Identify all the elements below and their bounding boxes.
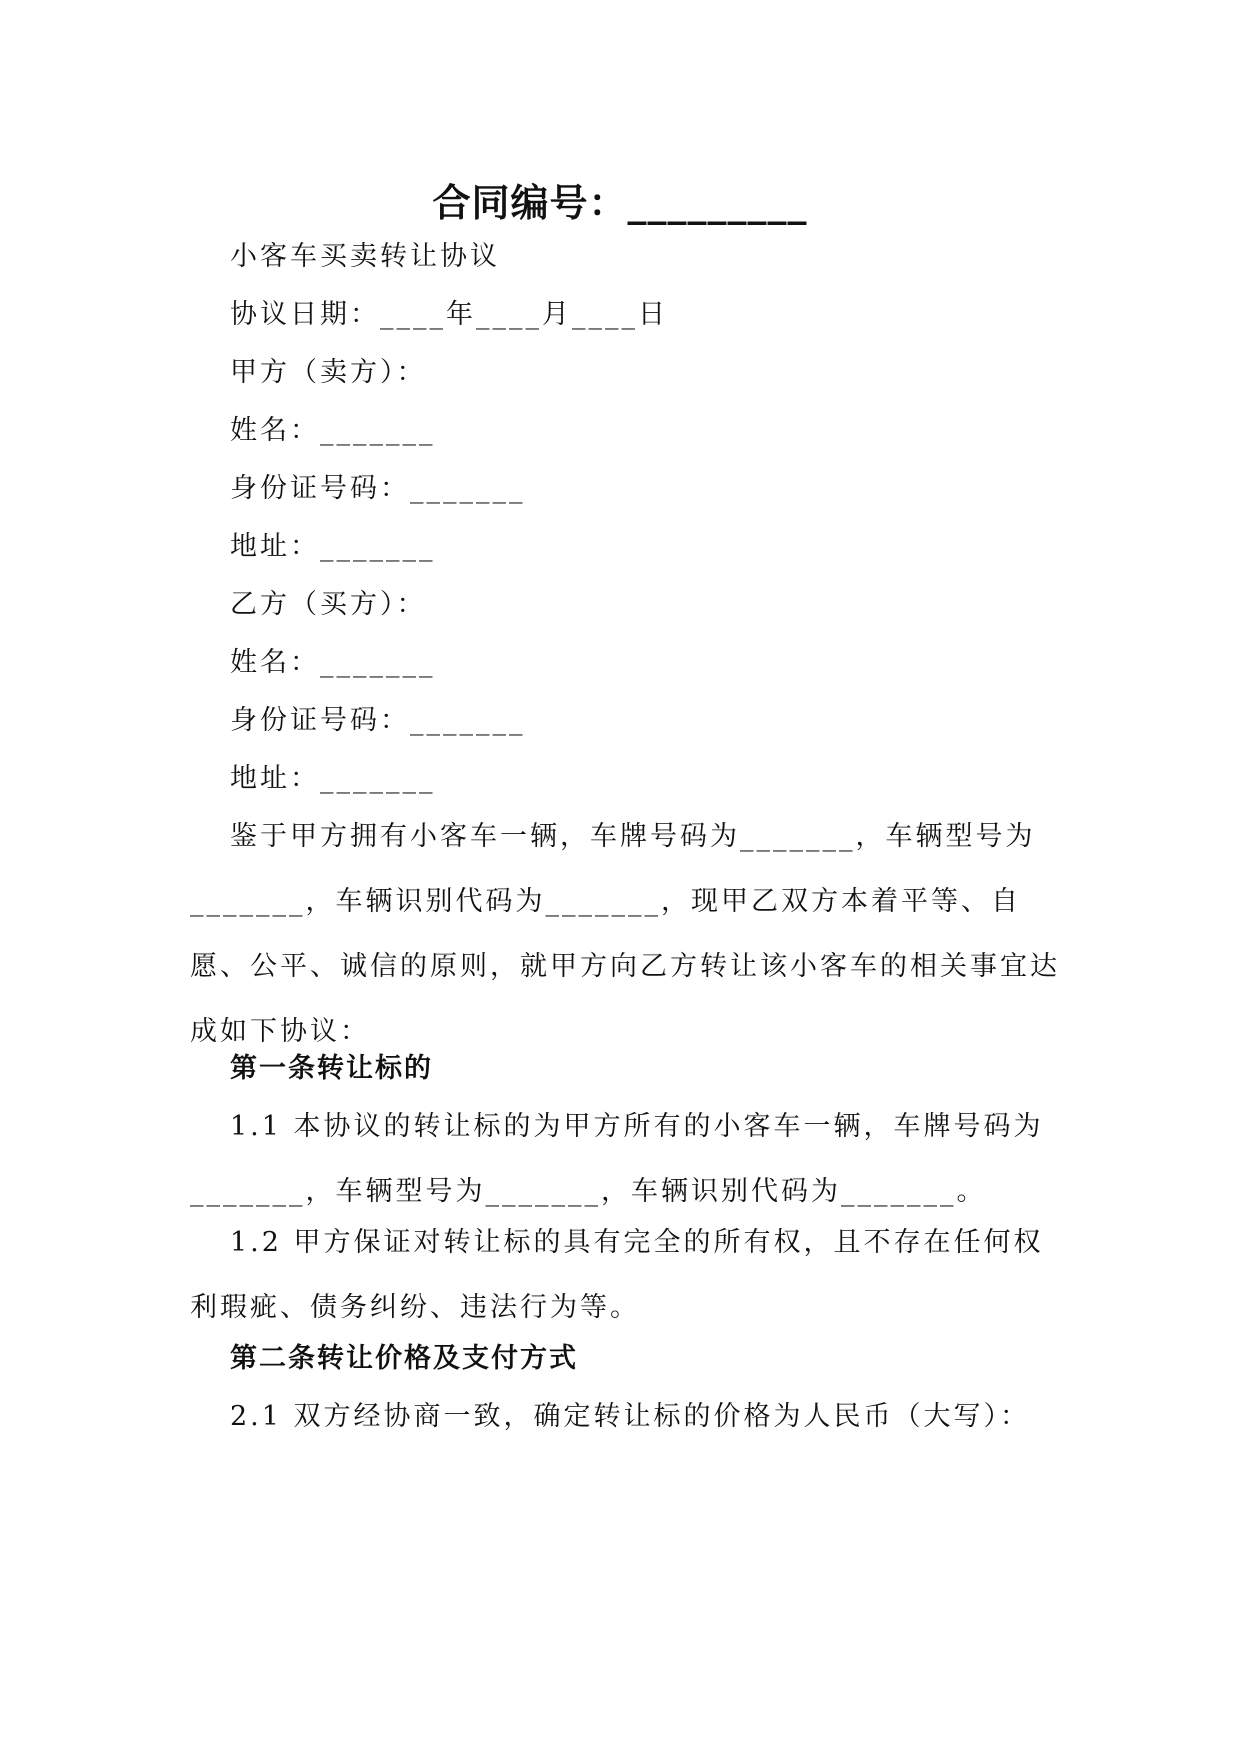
clause-1-2: 1.2 甲方保证对转让标的具有完全的所有权，且不存在任何权利瑕疵、债务纠纷、违法行为等。 [190, 1227, 1044, 1323]
party-b-id-number: 身份证号码：_______ [230, 705, 526, 736]
clause-2-1: 2.1 双方经协商一致，确定转让标的价格为人民币（大写）： [230, 1401, 1031, 1432]
party-a-address: 地址：_______ [230, 531, 436, 562]
clause-1-1: 1.1 本协议的转让标的为甲方所有的小客车一辆，车牌号码为_______，车辆型号为_______，车辆识别代码为_______。 [190, 1111, 1044, 1207]
party-b-heading: 乙方（买方）： [230, 589, 427, 620]
preamble-paragraph: 鉴于甲方拥有小客车一辆，车牌号码为_______，车辆型号为_______，车辆识别代码为_______，现甲乙双方本着平等、自愿、公平、诚信的原则，就甲方向乙方转让该小客车的相关事宜达成如下协议： [190, 821, 1060, 1047]
party-a-id-number: 身份证号码：_______ [230, 473, 526, 504]
party-a-name: 姓名：_______ [230, 415, 436, 446]
party-a-heading: 甲方（卖方）： [230, 357, 427, 388]
agreement-title: 小客车买卖转让协议 [230, 241, 500, 272]
party-b-name: 姓名：_______ [230, 647, 436, 678]
party-b-address: 地址：_______ [230, 763, 436, 794]
article-2-heading: 第二条转让价格及支付方式 [230, 1343, 578, 1374]
article-1-heading: 第一条转让标的 [230, 1053, 433, 1084]
agreement-date: 协议日期：____年____月____日 [230, 299, 668, 330]
contract-number-title: 合同编号：_________ [432, 181, 808, 225]
